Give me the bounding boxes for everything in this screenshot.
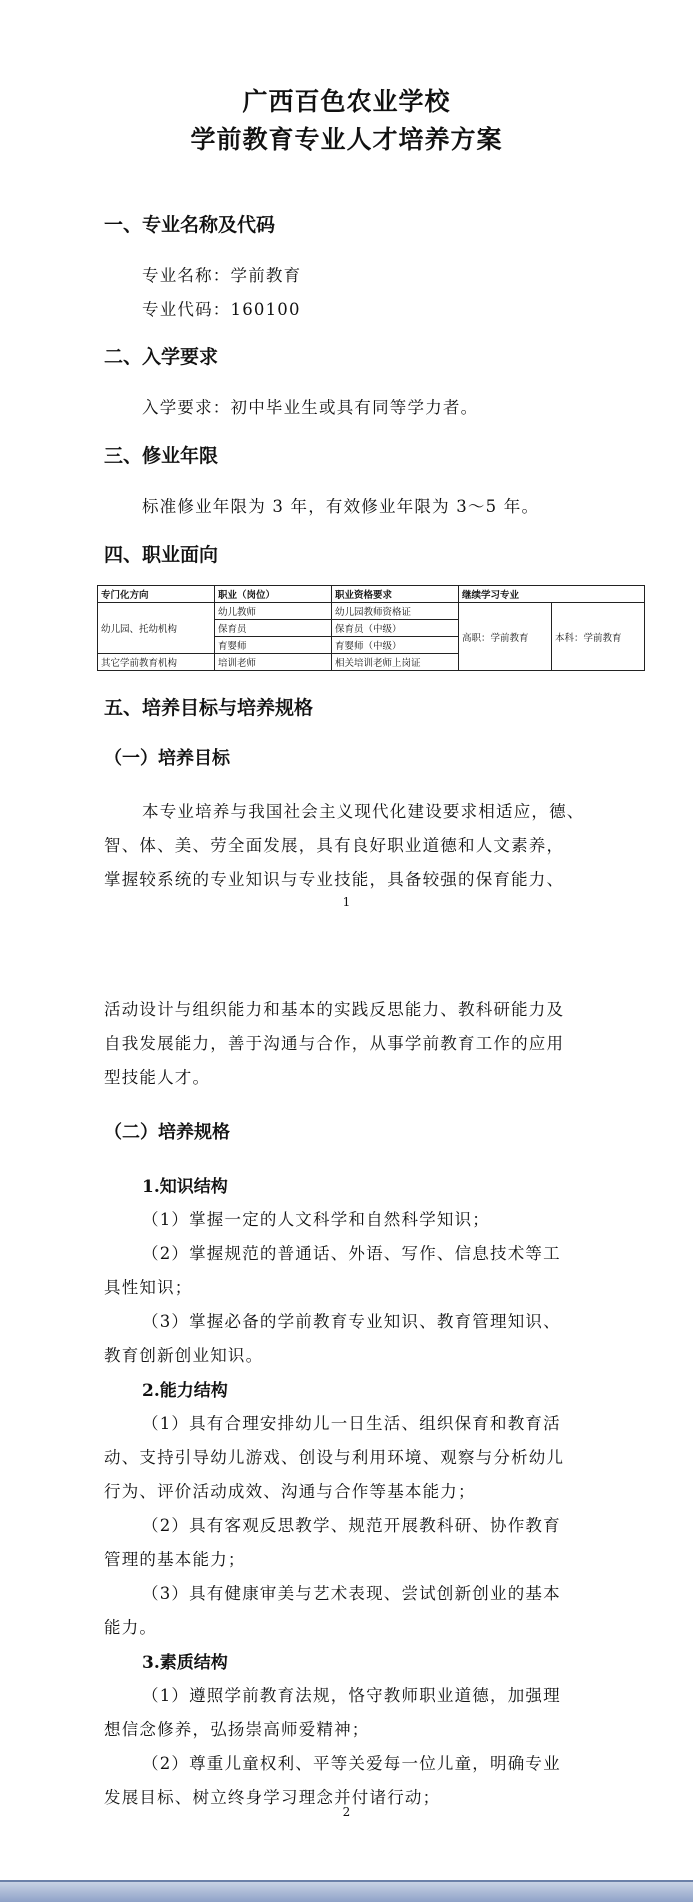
section-2-heading: 二、入学要求 (104, 346, 219, 368)
quality-item: 想信念修养，弘扬崇高师爱精神； (104, 1720, 370, 1739)
goal-text-line: 自我发展能力，善于沟通与合作，从事学前教育工作的应用 (104, 1034, 565, 1053)
table-header: 职业（岗位） (215, 586, 332, 603)
knowledge-item: （3）掌握必备的学前教育专业知识、教育管理知识、 (142, 1312, 561, 1331)
goal-heading: （一）培养目标 (104, 748, 230, 769)
ability-item: （3）具有健康审美与艺术表现、尝试创新创业的基本 (142, 1584, 561, 1603)
document-title-line2: 学前教育专业人才培养方案 (190, 125, 503, 154)
quality-item: 发展目标、树立终身学习理念并付诸行动； (104, 1788, 441, 1807)
ability-item: （1）具有合理安排幼儿一日生活、组织保育和教育活 (142, 1414, 561, 1433)
table-cell: 幼儿园、托幼机构 (98, 603, 215, 654)
goal-text-line: 掌握较系统的专业知识与专业技能，具备较强的保育能力、 (104, 870, 565, 889)
page-1 (0, 0, 693, 920)
ability-item: 能力。 (104, 1618, 158, 1637)
table-header: 职业资格要求 (332, 586, 459, 603)
goal-text-line: 智、体、美、劳全面发展，具有良好职业道德和人文素养， (104, 836, 565, 855)
table-cell: 保育员 (215, 620, 332, 637)
admission-requirement: 入学要求：初中毕业生或具有同等学力者。 (142, 398, 479, 417)
quality-heading: 3.素质结构 (142, 1653, 228, 1673)
table-cell: 培训老师 (215, 654, 332, 671)
table-header: 专门化方向 (98, 586, 215, 603)
knowledge-item: （2）掌握规范的普通话、外语、写作、信息技术等工 (142, 1244, 561, 1263)
viewer-bottom-bar (0, 1880, 693, 1902)
table-cell: 高职：学前教育 (459, 603, 552, 671)
goal-text-line: 活动设计与组织能力和基本的实践反思能力、教科研能力及 (104, 1000, 565, 1019)
ability-item: 管理的基本能力； (104, 1550, 246, 1569)
table-cell: 幼儿教师 (215, 603, 332, 620)
table-cell: 本科：学前教育 (552, 603, 645, 671)
goal-text-line: 本专业培养与我国社会主义现代化建设要求相适应，德、 (142, 802, 585, 821)
document-title-line1: 广西百色农业学校 (242, 87, 451, 116)
page-2 (0, 920, 693, 1860)
table-cell: 相关培训老师上岗证 (332, 654, 459, 671)
career-table (97, 585, 645, 671)
ability-heading: 2.能力结构 (142, 1381, 228, 1401)
table-header: 继续学习专业 (459, 586, 645, 603)
section-5-heading: 五、培养目标与培养规格 (104, 697, 314, 719)
study-duration: 标准修业年限为 3 年，有效修业年限为 3～5 年。 (142, 497, 540, 516)
table-cell: 育婴师（中级） (332, 637, 459, 654)
ability-item: 行为、评价活动成效、沟通与合作等基本能力； (104, 1482, 476, 1501)
knowledge-item: （1）掌握一定的人文科学和自然科学知识； (142, 1210, 490, 1229)
table-cell: 保育员（中级） (332, 620, 459, 637)
table-cell: 育婴师 (215, 637, 332, 654)
ability-item: （2）具有客观反思教学、规范开展教科研、协作教育 (142, 1516, 561, 1535)
major-code: 专业代码：160100 (142, 300, 301, 319)
spec-heading: （二）培养规格 (104, 1122, 230, 1143)
table-cell: 其它学前教育机构 (98, 654, 215, 671)
quality-item: （2）尊重儿童权利、平等关爱每一位儿童，明确专业 (142, 1754, 561, 1773)
ability-item: 动、支持引导幼儿游戏、创设与利用环境、观察与分析幼儿 (104, 1448, 565, 1467)
major-name: 专业名称：学前教育 (142, 266, 302, 285)
table-header-row (98, 586, 645, 603)
quality-item: （1）遵照学前教育法规，恪守教师职业道德，加强理 (142, 1686, 561, 1705)
table-row (98, 603, 645, 620)
section-1-heading: 一、专业名称及代码 (104, 214, 276, 236)
section-4-heading: 四、职业面向 (104, 544, 219, 566)
page-number: 2 (342, 1805, 351, 1819)
page-number: 1 (342, 895, 351, 909)
section-3-heading: 三、修业年限 (104, 445, 219, 467)
knowledge-item: 具性知识； (104, 1278, 193, 1297)
goal-text-line: 型技能人才。 (104, 1068, 211, 1087)
knowledge-heading: 1.知识结构 (142, 1177, 228, 1197)
knowledge-item: 教育创新创业知识。 (104, 1346, 264, 1365)
table-cell: 幼儿园教师资格证 (332, 603, 459, 620)
